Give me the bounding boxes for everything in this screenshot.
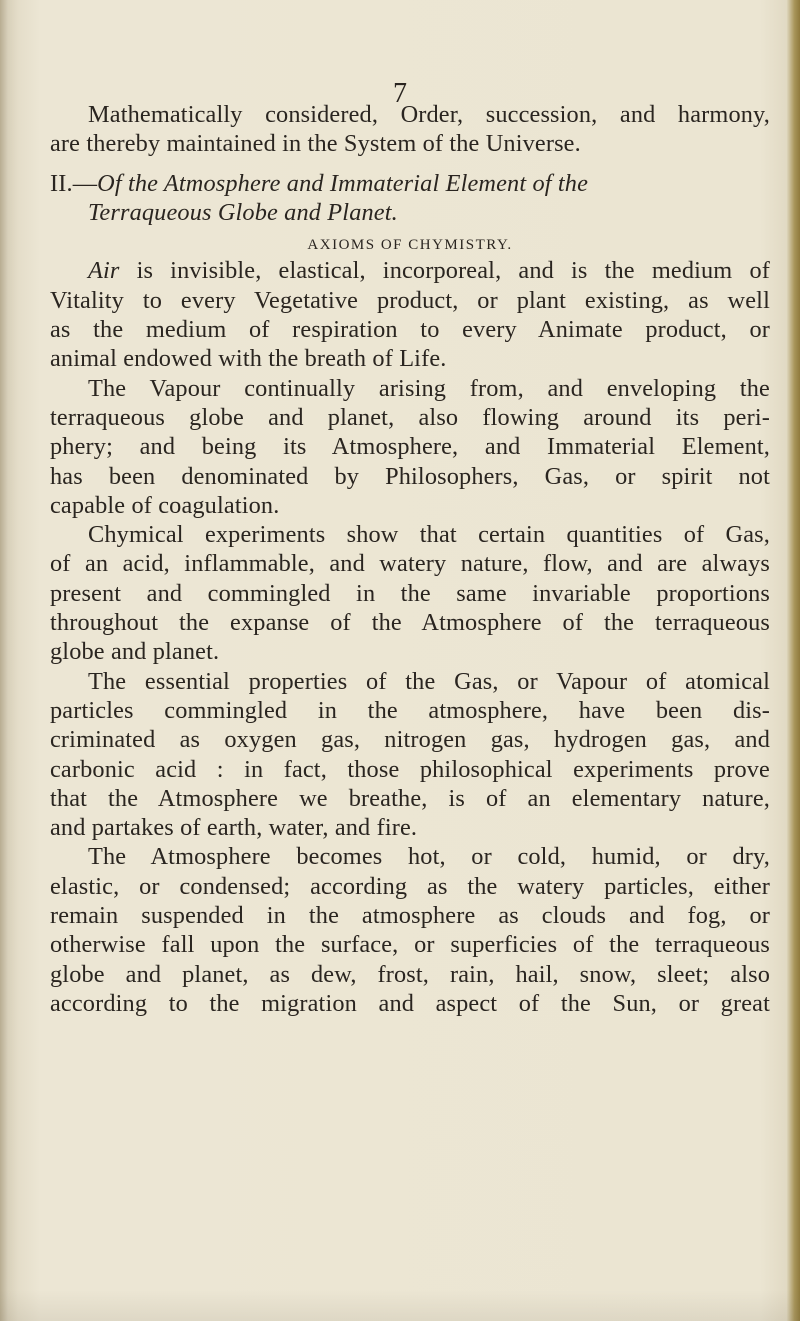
paragraph-5-line: remain suspended in the atmosphere as clouds and fog, or — [50, 902, 770, 930]
paragraph-1-line: Vitality to every Vegetative product, or plant existing, as well — [50, 286, 770, 314]
paragraph-5-line: The Atmosphere becomes hot, or cold, humid, or dry, — [88, 843, 770, 871]
paragraph-5-line: otherwise fall upon the surface, or superficies of the terraqueous — [50, 931, 770, 959]
paragraph-4-line: that the Atmosphere we breathe, is of an elementary nature, — [50, 784, 770, 812]
paragraph-3-line: present and commingled in the same invariable proportions — [50, 579, 770, 607]
paragraph-4-line: The essential properties of the Gas, or Vapour of atomical — [88, 667, 770, 695]
paragraph-2-line: has been denominated by Philosophers, Gas, or spirit not — [50, 462, 770, 490]
paragraph-5-line: globe and planet, as dew, frost, rain, hail, snow, sleet; also — [50, 960, 770, 988]
paragraph-4-line: particles commingled in the atmosphere, have been dis- — [50, 696, 770, 724]
paragraph-4-line: and partakes of earth, water, and fire. — [50, 814, 418, 842]
section-title-line-1: Of the Atmosphere and Immaterial Element of the — [97, 169, 589, 197]
page-bottom-shadow — [0, 1290, 800, 1321]
section-title-line-2: Terraqueous Globe and Planet. — [88, 198, 398, 226]
paragraph-2-line: capable of coagulation. — [50, 491, 280, 519]
paragraph-1-lead-word: Air — [88, 257, 120, 285]
paragraph-4-line: criminated as oxygen gas, nitrogen gas, hydrogen gas, and — [50, 726, 770, 754]
page-number: 7 — [393, 78, 407, 109]
paragraph-3-line: Chymical experiments show that certain quantities of Gas, — [88, 521, 770, 549]
paragraph-1-line: as the medium of respiration to every Animate product, or — [50, 316, 770, 344]
paragraph-5-line: elastic, or condensed; according as the watery particles, either — [50, 872, 770, 900]
paragraph-2-line: The Vapour continually arising from, and enveloping the — [88, 374, 770, 402]
paragraph-2-line: phery; and being its Atmosphere, and Immaterial Element, — [50, 433, 770, 461]
opening-line-1: Mathematically considered, Order, succession, and harmony, — [88, 101, 770, 128]
paragraph-3-line: of an acid, inflammable, and watery nature, flow, and are always — [50, 550, 770, 578]
paragraph-1-line-1 — [50, 256, 770, 285]
page-text — [50, 100, 770, 1018]
opening-line-2: are thereby maintained in the System of the Universe. — [50, 130, 581, 158]
paragraph-2-line: terraqueous globe and planet, also flowing around its peri- — [50, 403, 770, 431]
paragraph-3-line: globe and planet. — [50, 638, 220, 666]
section-numeral: II.— — [50, 169, 98, 197]
section-heading — [50, 169, 770, 198]
paragraph-4-line: carbonic acid : in fact, those philosophical experiments prove — [50, 755, 770, 783]
paragraph-1-line: animal endowed with the breath of Life. — [50, 345, 447, 373]
paragraph-5-line: according to the migration and aspect of the Sun, or great — [50, 989, 770, 1017]
paragraph-1-line-1-rest: is invisible, elastical, incorporeal, and is the medium of — [119, 257, 770, 285]
paragraph-3-line: throughout the expanse of the Atmosphere of the terraqueous — [50, 609, 770, 637]
section-subheading: AXIOMS OF CHYMISTRY. — [307, 237, 513, 254]
page-left-edge — [0, 0, 8, 1321]
page-right-edge — [786, 0, 800, 1321]
